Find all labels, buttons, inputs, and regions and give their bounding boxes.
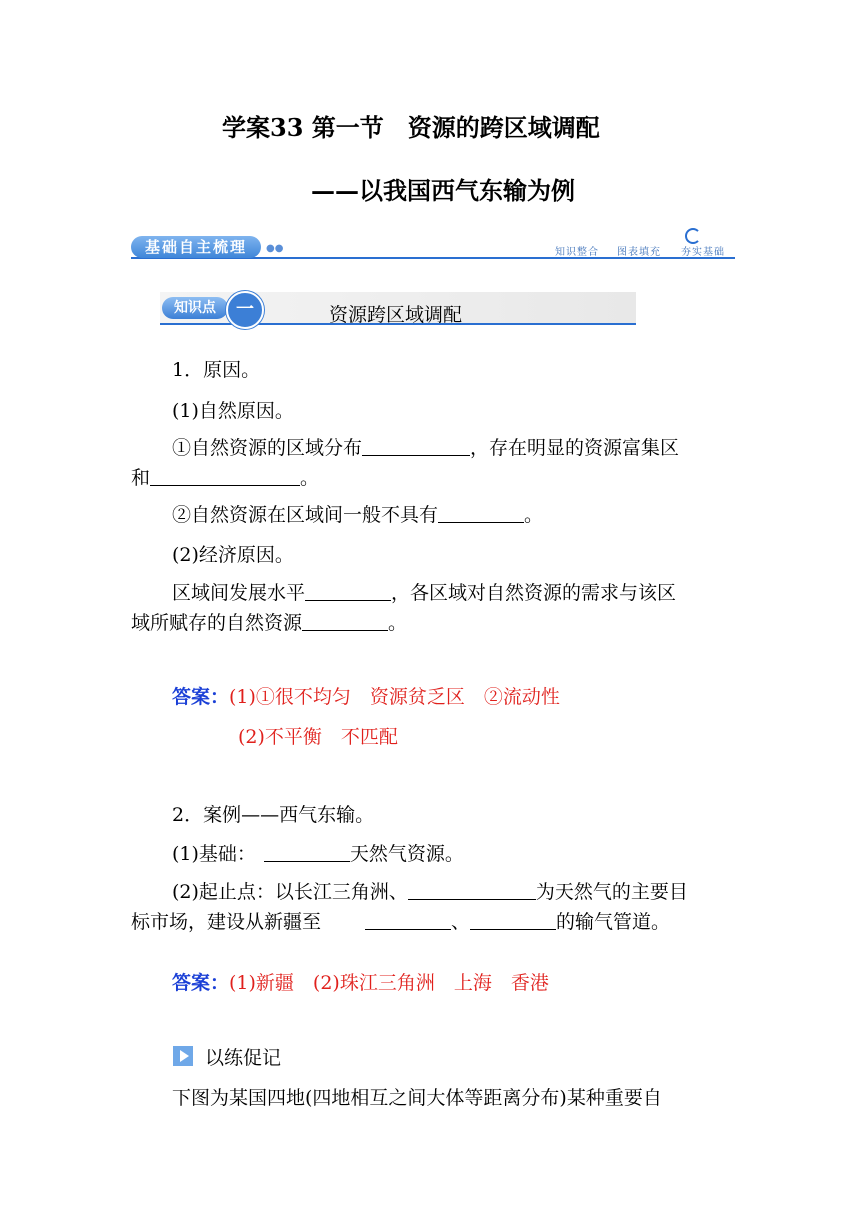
fill-blank[interactable] bbox=[365, 909, 451, 930]
answer-label: 答案： bbox=[172, 686, 230, 708]
basis-text-a: (1)基础： bbox=[172, 843, 256, 865]
banner-tag: 图表填充 bbox=[617, 247, 661, 258]
section1-econ-line1 bbox=[172, 578, 676, 608]
section1-item1-line2 bbox=[131, 463, 319, 493]
section1-item2 bbox=[172, 500, 543, 530]
practice-heading: 以练促记 bbox=[205, 1047, 282, 1069]
route-text-b: 为天然气的主要目 bbox=[535, 881, 688, 903]
fill-blank[interactable] bbox=[264, 841, 350, 862]
item2-text-a: ②自然资源在区域间一般不具有 bbox=[172, 504, 439, 526]
answer2-text: (1)新疆 (2)珠江三角洲 上海 香港 bbox=[229, 972, 549, 994]
answer1-line1: (1)①很不均匀 资源贫乏区 ②流动性 bbox=[229, 686, 560, 708]
section2-basis bbox=[172, 839, 464, 869]
section1-sub2: (2)经济原因。 bbox=[172, 544, 294, 566]
answer1-line2: (2)不平衡 不匹配 bbox=[238, 726, 398, 748]
fill-blank[interactable] bbox=[362, 435, 470, 456]
section2-route-line2 bbox=[131, 907, 670, 937]
fill-blank[interactable] bbox=[408, 879, 536, 900]
section2-heading: 2．案例——西气东输。 bbox=[172, 804, 375, 826]
route-text-e: 的输气管道。 bbox=[556, 911, 671, 933]
page-title: 学案33 第一节 资源的跨区域调配 bbox=[222, 113, 600, 142]
item1-text-d: 。 bbox=[300, 467, 320, 489]
section1-sub1: (1)自然原因。 bbox=[172, 400, 294, 422]
swirl-icon bbox=[685, 228, 701, 244]
item1-text-a: ①自然资源的区域分布 bbox=[172, 437, 363, 459]
section2-route-line1 bbox=[172, 877, 688, 907]
item1-text-b: ，存在明显的资源富集区 bbox=[470, 437, 680, 459]
section1-econ-line2 bbox=[131, 608, 407, 638]
econ-text-c: 域所赋存的自然资源 bbox=[131, 612, 303, 634]
section1-item1-line1 bbox=[172, 433, 679, 463]
econ-text-d: 。 bbox=[388, 612, 408, 634]
fill-blank[interactable] bbox=[305, 580, 391, 601]
knowledge-point-title: 资源跨区域调配 bbox=[329, 304, 463, 326]
route-text-c: 标市场，建设从新疆至 bbox=[131, 911, 322, 933]
fill-blank[interactable] bbox=[470, 909, 556, 930]
answer-label: 答案： bbox=[172, 972, 230, 994]
fill-blank[interactable] bbox=[438, 502, 524, 523]
page-subtitle: ——以我国西气东输为例 bbox=[311, 176, 575, 205]
practice-text: 下图为某国四地(四地相互之间大体等距离分布)某种重要自 bbox=[172, 1087, 662, 1109]
fill-blank[interactable] bbox=[302, 610, 388, 631]
item1-text-c: 和 bbox=[131, 467, 151, 489]
answer2 bbox=[172, 968, 549, 998]
route-text-d: 、 bbox=[451, 911, 471, 933]
route-text-a: (2)起止点：以长江三角洲、 bbox=[172, 881, 408, 903]
knowledge-point-number: 一 bbox=[226, 291, 264, 329]
econ-text-a: 区域间发展水平 bbox=[172, 582, 306, 604]
banner-label: 基础自主梳理 bbox=[131, 236, 261, 258]
banner-dots: ●● bbox=[266, 243, 284, 254]
knowledge-point-badge: 知识点 bbox=[162, 297, 228, 319]
banner-tag: 夯实基础 bbox=[681, 247, 725, 258]
basis-text-b: 天然气资源。 bbox=[349, 843, 464, 865]
answer1 bbox=[172, 682, 560, 712]
play-icon bbox=[173, 1046, 193, 1066]
econ-text-b: ，各区域对自然资源的需求与该区 bbox=[391, 582, 677, 604]
banner-tag: 知识整合 bbox=[555, 247, 599, 258]
item2-text-b: 。 bbox=[524, 504, 544, 526]
fill-blank[interactable] bbox=[150, 465, 300, 486]
section1-heading: 1．原因。 bbox=[172, 359, 261, 381]
